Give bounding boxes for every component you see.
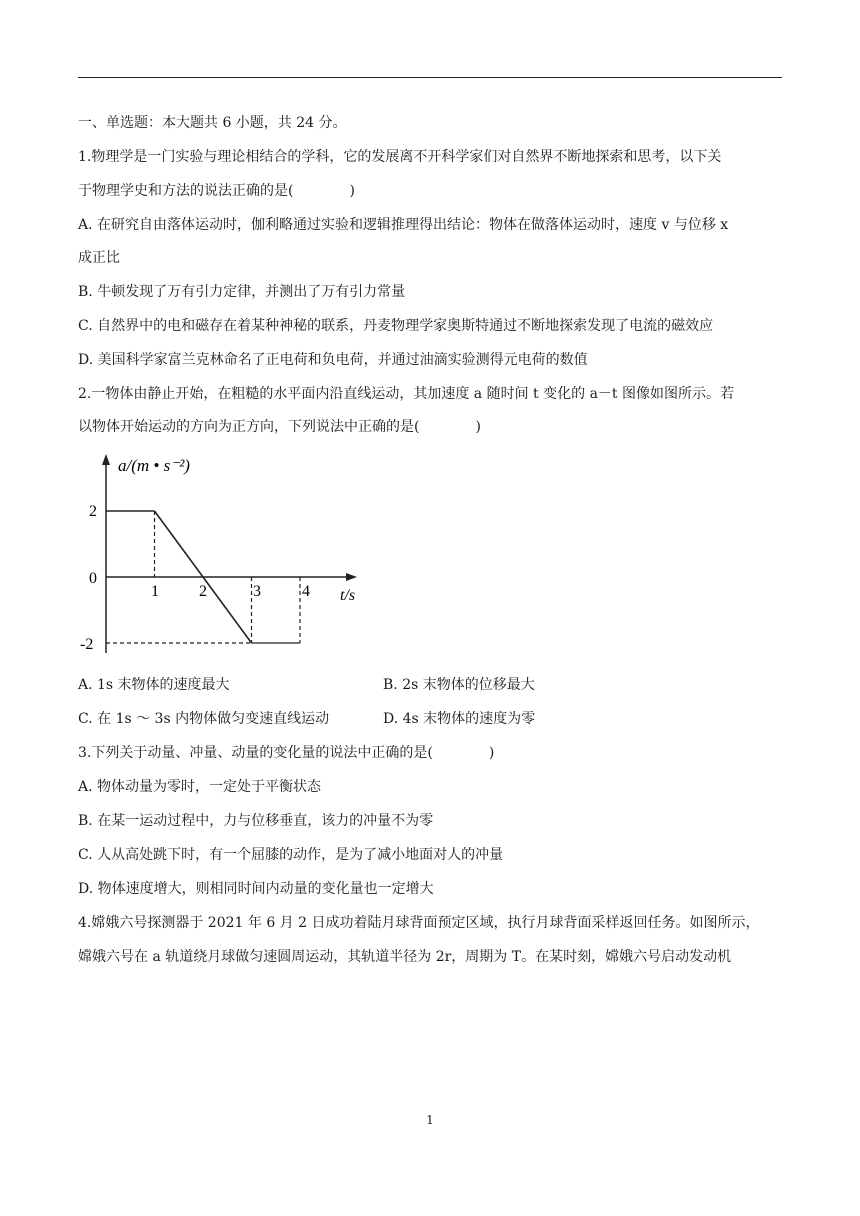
q2-option-a: A. 1s 末物体的速度最大 bbox=[78, 677, 230, 693]
q1-stem-line1: 1.物理学是一门实验与理论相结合的学科，它的发展离不开科学家们对自然界不断地探索和思考，以下关 bbox=[78, 149, 722, 165]
y-axis-arrow bbox=[102, 454, 110, 465]
x-axis-arrow bbox=[346, 573, 357, 581]
q3-option-c: C. 人从高处跳下时，有一个屈膝的动作，是为了减小地面对人的冲量 bbox=[78, 847, 504, 863]
q1-option-a-line2: 成正比 bbox=[78, 250, 120, 266]
q3-option-b: B. 在某一运动过程中，力与位移垂直，该力的冲量不为零 bbox=[78, 813, 434, 829]
q4-stem-line1: 4.嫦娥六号探测器于 2021 年 6 月 2 日成功着陆月球背面预定区域，执行月球背面采样返回任务。如图所示， bbox=[78, 915, 760, 931]
q2-option-d: D. 4s 末物体的速度为零 bbox=[383, 711, 536, 727]
y-tick-label: -2 bbox=[80, 636, 94, 653]
q3-option-d: D. 物体速度增大，则相同时间内动量的变化量也一定增大 bbox=[78, 881, 434, 897]
q3-stem: 3.下列关于动量、冲量、动量的变化量的说法中正确的是( ) bbox=[78, 745, 495, 761]
x-axis-label: t/s bbox=[340, 587, 356, 604]
y-axis-label: a/(m • s⁻²) bbox=[118, 456, 190, 475]
q2-option-c: C. 在 1s ～ 3s 内物体做匀变速直线运动 bbox=[78, 711, 330, 727]
y-tick-label: 0 bbox=[89, 570, 97, 587]
q3-option-a: A. 物体动量为零时，一定处于平衡状态 bbox=[78, 779, 322, 795]
a-t-graph bbox=[78, 448, 368, 663]
x-tick-label: 3 bbox=[253, 583, 261, 600]
q1-option-a-line1: A. 在研究自由落体运动时，伽利略通过实验和逻辑推理得出结论：物体在做落体运动时，速度 v 与位移 x bbox=[78, 217, 729, 233]
q2-stem-line2: 以物体开始运动的方向为正方向，下列说法中正确的是( ) bbox=[78, 419, 481, 435]
q1-stem-line2: 于物理学史和方法的说法正确的是( ) bbox=[78, 183, 355, 199]
header-rule bbox=[78, 77, 782, 78]
q4-stem-line2: 嫦娥六号在 a 轨道绕月球做匀速圆周运动，其轨道半径为 2r，周期为 T。在某时刻，嫦娥六号启动发动机 bbox=[78, 949, 732, 965]
x-tick-label: 2 bbox=[199, 583, 207, 600]
q2-stem-line1: 2.一物体由静止开始，在粗糙的水平面内沿直线运动，其加速度 a 随时间 t 变化的 a－t 图像如图所示。若 bbox=[78, 386, 735, 402]
section-heading: 一、单选题：本大题共 6 小题，共 24 分。 bbox=[78, 115, 347, 131]
x-tick-label: 4 bbox=[302, 583, 310, 600]
y-tick-label: 2 bbox=[89, 503, 97, 520]
x-tick-label: 1 bbox=[151, 583, 159, 600]
q2-option-b: B. 2s 末物体的位移最大 bbox=[383, 677, 535, 693]
page-number: 1 bbox=[426, 1113, 434, 1127]
q1-option-b: B. 牛顿发现了万有引力定律，并测出了万有引力常量 bbox=[78, 284, 406, 300]
q1-option-d: D. 美国科学家富兰克林命名了正电荷和负电荷，并通过油滴实验测得元电荷的数值 bbox=[78, 352, 588, 368]
q1-option-c: C. 自然界中的电和磁存在着某种神秘的联系，丹麦物理学家奥斯特通过不断地探索发现了电流的磁效应 bbox=[78, 318, 714, 334]
